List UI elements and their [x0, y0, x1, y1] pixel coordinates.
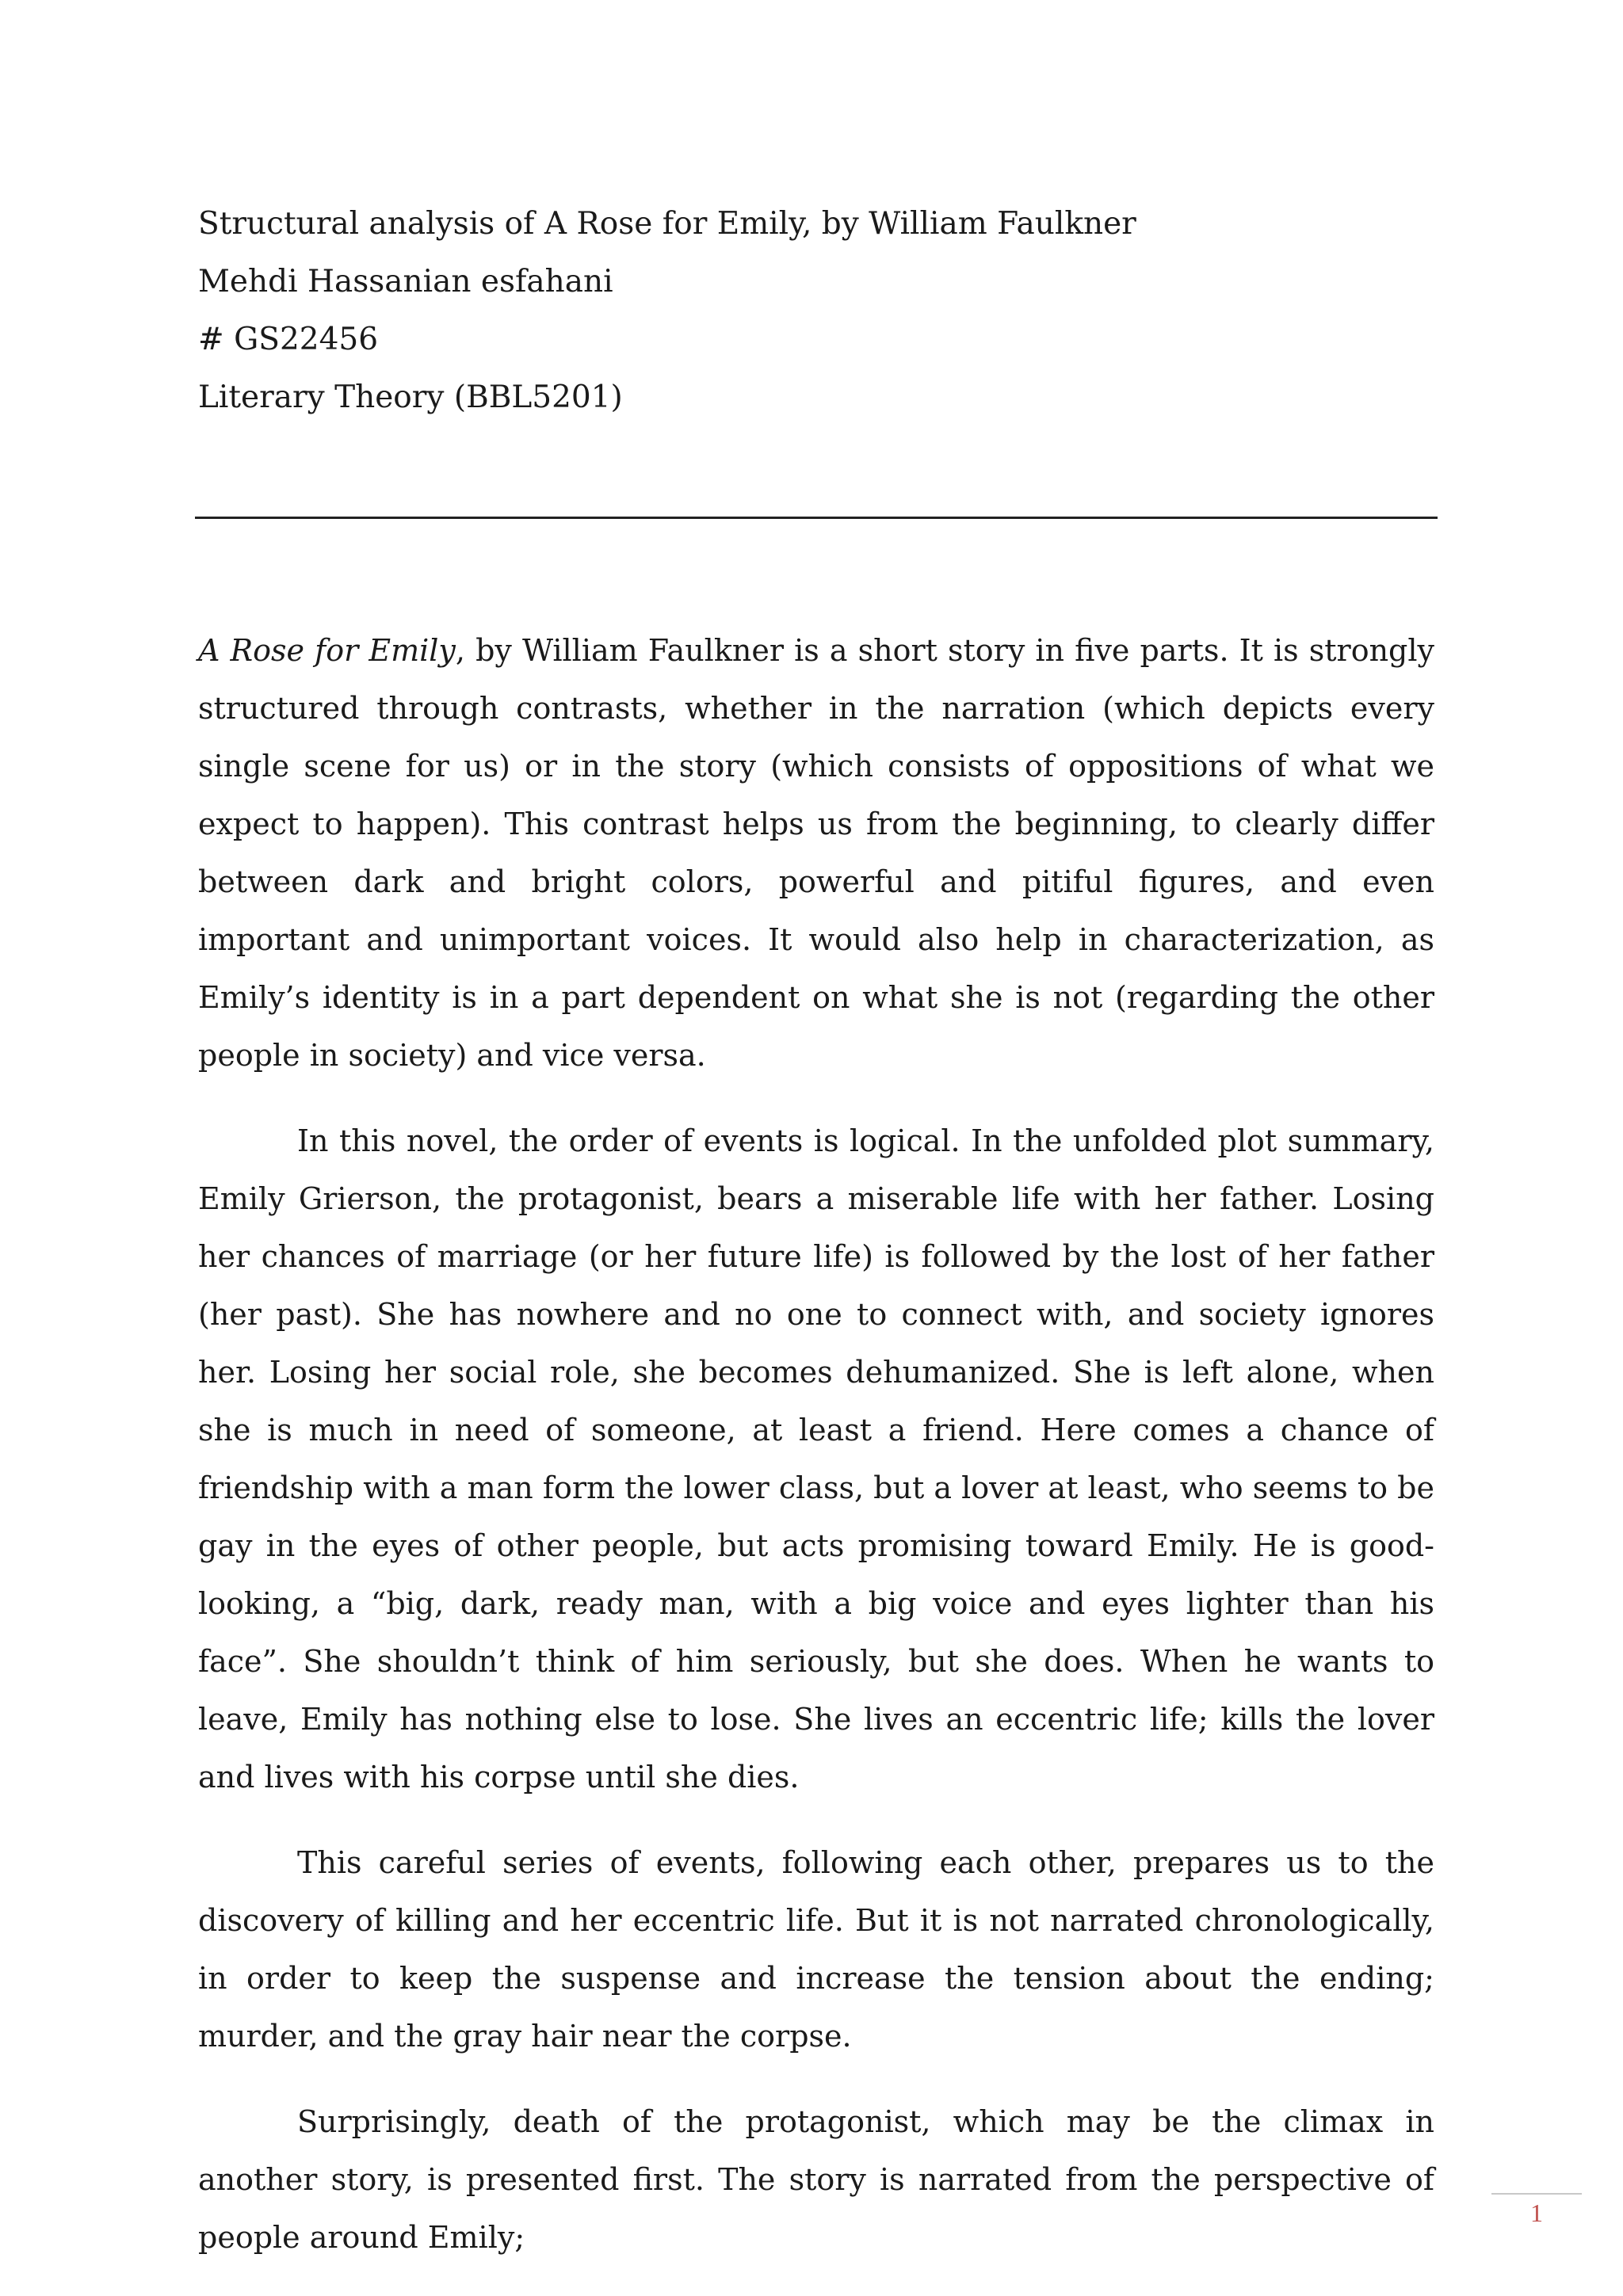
story-title-italic: A Rose for Emily [198, 633, 456, 668]
page-number: 1 [1530, 2199, 1543, 2227]
paragraph-4: Surprisingly, death of the protagonist, which may be the climax in another story, is presented first. The story is narrated from the perspective of people around Emily; [198, 2104, 1434, 2255]
course-name: Literary Theory (BBL5201) [198, 379, 623, 415]
paragraph-1-text: , by William Faulkner is a short story in five parts. It is strongly structured through contrasts, whether in the narration (which depicts every single scene for us) or in the story (which consists of oppositions of what we expect to happen). This contrast helps us from the beginning, to clearly differ between dark and bright colors, powerful and pitiful figures, and even important and unimportant voices. It would also help in characterization, as Emily’s identity is in a part dependent on what she is not (regarding the other people in society) and vice versa. [198, 633, 1434, 1073]
paragraph-2: In this novel, the order of events is logical. In the unfolded plot summary, Emily Grierson, the protagonist, bears a miserable life with her father. Losing her chances of marriage (or her future life) is followed by the lost of her father (her past). She has nowhere and no one to connect with, and society ignores her. Losing her social role, she becomes dehumanized. She is left alone, when she is much in need of someone, at least a friend. Here comes a chance of friendship with a man form the lower class, but a lover at least, who seems to be gay in the eyes of other people, but acts promising toward Emily. He is good-looking, a “big, dark, ready man, with a big voice and eyes lighter than his face”. She shouldn’t think of him seriously, but she does. When he wants to leave, Emily has nothing else to lose. She lives an eccentric life; kills the lover and lives with his corpse until she dies. [198, 1123, 1434, 1794]
author-name: Mehdi Hassanian esfahani [198, 264, 613, 299]
document-body [198, 622, 1434, 2294]
document-header [198, 195, 1434, 426]
student-id: # GS22456 [198, 322, 379, 357]
footer-divider [1491, 2193, 1582, 2195]
header-divider [195, 517, 1438, 519]
paragraph-3: This careful series of events, following each other, prepares us to the discovery of killing and her eccentric life. But it is not narrated chronologically, in order to keep the suspense and increase the tension about the ending; murder, and the gray hair near the corpse. [198, 1845, 1434, 2054]
document-title: Structural analysis of A Rose for Emily, by William Faulkner [198, 206, 1136, 242]
paragraph-1 [198, 622, 1434, 1085]
